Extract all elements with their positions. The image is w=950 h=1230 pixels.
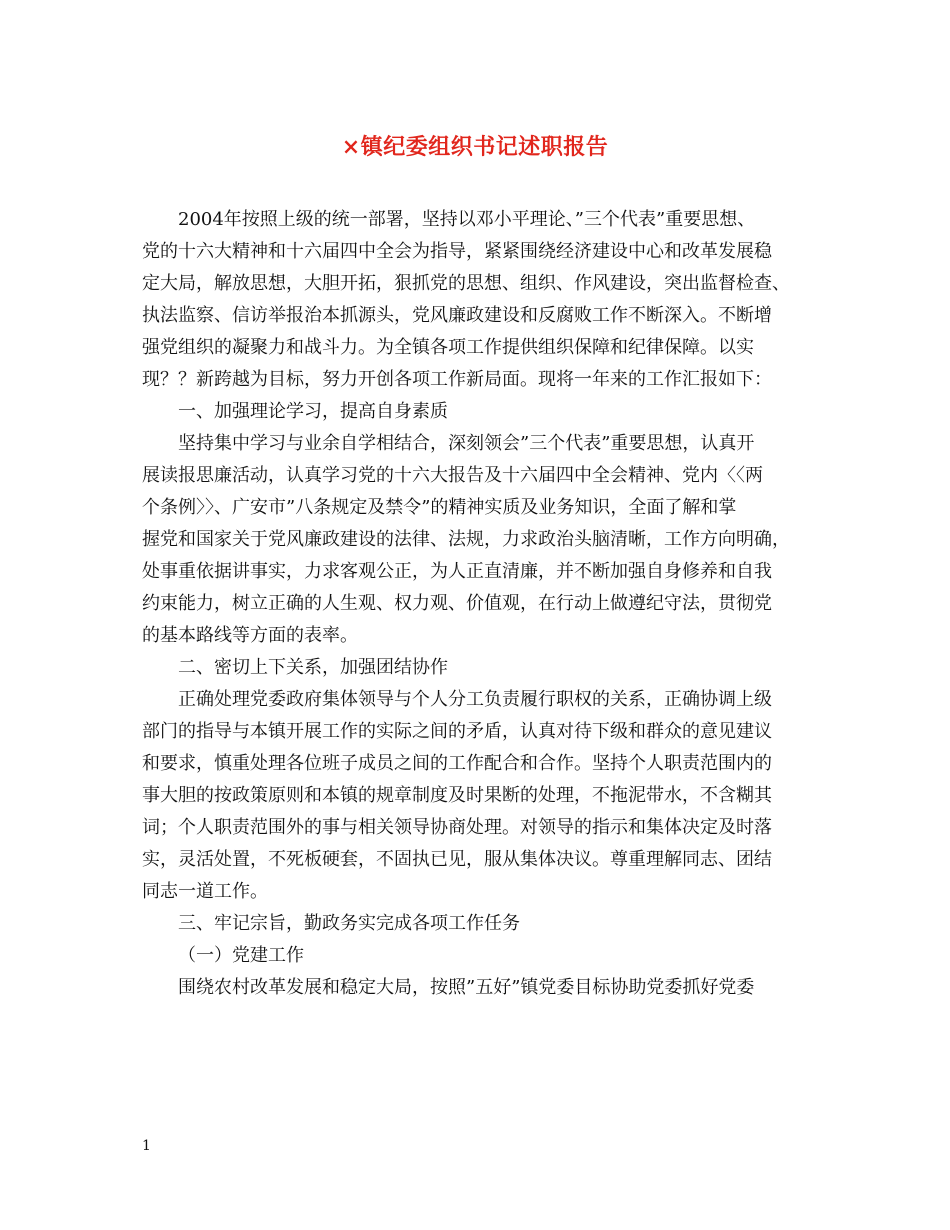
body-line: 党的十六大精神和十六届四中全会为指导，紧紧围绕经济建设中心和改革发展稳	[142, 241, 772, 262]
document-title: ×镇纪委组织书记述职报告	[341, 134, 609, 160]
body-line: 同志一道工作。	[142, 881, 268, 902]
body-line: 围绕农村改革发展和稳定大局，按照”五好”镇党委目标协助党委抓好党委	[178, 977, 755, 998]
subsection-heading: （一）党建工作	[178, 945, 304, 966]
body-line: 2004年按照上级的统一部署，坚持以邓小平理论、”三个代表”重要思想、	[178, 209, 756, 230]
body-line: 约束能力，树立正确的人生观、权力观、价值观，在行动上做遵纪守法，贯彻党	[142, 593, 772, 614]
body-line: 强党组织的凝聚力和战斗力。为全镇各项工作提供组织保障和纪律保障。以实	[142, 337, 754, 358]
body-line: 实，灵活处置，不死板硬套，不固执已见，服从集体决议。尊重理解同志、团结	[142, 849, 772, 870]
body-line: 正确处理党委政府集体领导与个人分工负责履行职权的关系，正确协调上级	[178, 689, 772, 710]
body-line: 握党和国家关于党风廉政建设的法律、法规，力求政治头脑清晰，工作方向明确，	[142, 529, 790, 550]
body-line: 执法监察、信访举报治本抓源头，党风廉政建设和反腐败工作不断深入。不断增	[142, 305, 772, 326]
document-body	[142, 204, 810, 1004]
body-line: 坚持集中学习与业余自学相结合，深刻领会”三个代表”重要思想，认真开	[178, 433, 755, 454]
section-heading: 二、密切上下关系，加强团结协作	[178, 657, 448, 678]
body-line: 展读报思廉活动，认真学习党的十六大报告及十六届四中全会精神、党内〈〈两	[142, 465, 763, 486]
section-heading: 三、牢记宗旨，勤政务实完成各项工作任务	[178, 913, 520, 934]
body-line: 事大胆的按政策原则和本镇的规章制度及时果断的处理，不拖泥带水，不含糊其	[142, 785, 772, 806]
body-line: 的基本路线等方面的表率。	[142, 625, 358, 646]
body-line: 定大局，解放思想，大胆开拓，狠抓党的思想、组织、作风建设，突出监督检查、	[142, 273, 790, 294]
body-line: 个条例〉〉、广安市”八条规定及禁令”的精神实质及业务知识，全面了解和掌	[142, 497, 737, 518]
body-line: 现？？新跨越为目标，努力开创各项工作新局面。现将一年来的工作汇报如下：	[142, 369, 772, 390]
body-line: 处事重依据讲事实，力求客观公正，为人正直清廉，并不断加强自身修养和自我	[142, 561, 772, 582]
page-number: 1	[142, 1138, 151, 1154]
body-line: 和要求，慎重处理各位班子成员之间的工作配合和合作。坚持个人职责范围内的	[142, 753, 772, 774]
section-heading: 一、加强理论学习，提高自身素质	[178, 401, 448, 422]
body-line: 部门的指导与本镇开展工作的实际之间的矛盾，认真对待下级和群众的意见建议	[142, 721, 772, 742]
body-line: 词；个人职责范围外的事与相关领导协商处理。对领导的指示和集体决定及时落	[142, 817, 772, 838]
